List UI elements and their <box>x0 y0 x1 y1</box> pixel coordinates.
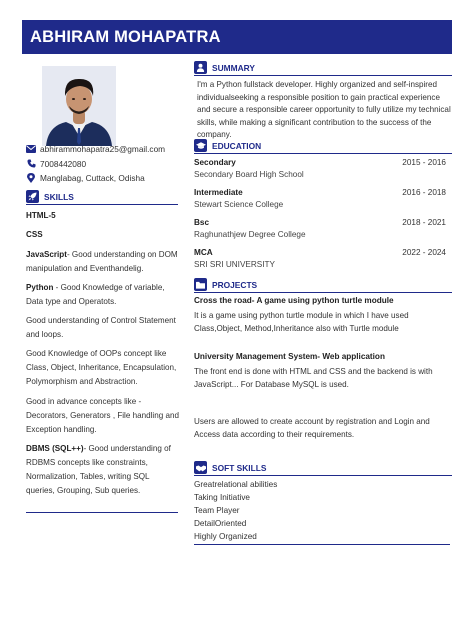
header-bar <box>22 20 452 54</box>
contact-phone[interactable]: 7008442080 <box>40 158 87 169</box>
contact-email-row[interactable] <box>26 142 182 156</box>
right-column-divider <box>194 544 450 545</box>
skill-item <box>26 209 180 223</box>
education-list <box>194 158 446 278</box>
phone-icon <box>26 159 36 169</box>
project-title: Cross the road- A game using python turtle module <box>194 296 394 305</box>
handshake-icon <box>194 461 207 474</box>
soft-skill-item: Highly Organized <box>194 532 257 541</box>
profile-photo-illustration <box>42 66 116 146</box>
education-school: SRI SRI UNIVERSITY <box>194 260 275 269</box>
contact-email[interactable]: abhirammohapatra25@gmail.com <box>40 144 166 154</box>
skill-item <box>26 395 180 437</box>
skill-item <box>26 314 180 342</box>
skill-item <box>26 248 180 276</box>
education-school: Secondary Board High School <box>194 170 304 179</box>
soft-skills-title: SOFT SKILLS <box>212 462 267 473</box>
soft-skill-item: Taking Initiative <box>194 493 250 502</box>
skills-title: SKILLS <box>44 191 74 202</box>
person-icon <box>194 61 207 74</box>
education-school: Raghunathjew Degree College <box>194 230 306 239</box>
envelope-icon <box>26 144 36 154</box>
skills-section-header <box>26 189 178 205</box>
soft-skill-item: DetailOriented <box>194 519 247 528</box>
contact-location: Manglabag, Cuttack, Odisha <box>40 173 145 183</box>
soft-skills-section-header <box>194 460 452 476</box>
profile-photo <box>42 66 116 146</box>
skill-description: - Good understanding of RDBMS concepts like constraints, Normalization, Tables, writing SQL queries, Grouping, Sub queries. <box>26 444 171 496</box>
summary-section-header <box>194 60 452 76</box>
soft-skill-item: Greatrelational abilities <box>194 480 278 489</box>
skill-item <box>26 228 180 242</box>
skill-description: Good understanding of Control Statement and loops. <box>26 316 176 340</box>
skill-name: HTML-5 <box>26 211 56 220</box>
project-title: University Management System- Web application <box>194 352 385 361</box>
education-degree: Secondary <box>194 158 236 167</box>
education-degree: Intermediate <box>194 188 243 197</box>
project-description: It is a game using python turtle module in which I have used Class,Object, Method,Inheritance also with Turtle module <box>194 311 409 333</box>
skill-name: CSS <box>26 230 43 240</box>
contact-phone-row[interactable] <box>26 157 182 171</box>
summary-title: SUMMARY <box>212 62 255 73</box>
skill-description: - Good Knowledge of variable, Data type and Operatots. <box>26 282 165 306</box>
map-pin-icon <box>26 173 36 183</box>
skill-description: - Good understanding on DOM manipulation and Eventhandelig. <box>26 249 178 273</box>
skill-item <box>26 281 180 309</box>
skill-description: Good Knowledge of OOPs concept like Class, Object, Inheritance, Encapsulation, Polymorphism and Abstraction. <box>26 349 177 387</box>
left-column-divider <box>26 512 178 513</box>
project-description: The front end is done with HTML and CSS and the backend is with JavaScript... For Database MySQL is used. <box>194 367 433 389</box>
skill-item <box>26 442 180 498</box>
soft-skill-item: Team Player <box>194 506 240 515</box>
education-item <box>194 188 446 218</box>
education-title: EDUCATION <box>212 140 262 151</box>
education-years: 2016 - 2018 <box>402 188 446 197</box>
skills-list <box>26 209 180 503</box>
summary-text: I'm a Python fullstack developer. Highly organized and self-inspired individualseeking a responsible position to gain practical experience and secure a responsible career opportunity to fully utilize my technical skills, while making a significant contribution to the success of the company. <box>197 80 451 139</box>
education-section-header <box>194 138 452 154</box>
skill-name: JavaScript <box>26 249 67 259</box>
education-school: Stewart Science College <box>194 200 284 209</box>
education-degree: Bsc <box>194 218 210 227</box>
education-years: 2022 - 2024 <box>402 248 446 257</box>
education-item <box>194 248 446 278</box>
projects-title: PROJECTS <box>212 279 258 290</box>
graduation-cap-icon <box>194 139 207 152</box>
projects-section-header <box>194 277 452 293</box>
candidate-name: ABHIRAM MOHAPATRA <box>30 28 221 46</box>
contact-block <box>26 142 182 186</box>
education-years: 2018 - 2021 <box>402 218 446 227</box>
project-description-extra: Users are allowed to create account by registration and Login and Access data according to their requirements. <box>194 417 430 439</box>
skill-name: DBMS (SQL++) <box>26 444 84 454</box>
skill-name: Python <box>26 282 54 292</box>
education-degree: MCA <box>194 248 213 257</box>
contact-location-row <box>26 171 182 185</box>
rocket-icon <box>26 190 39 203</box>
education-item <box>194 218 446 248</box>
education-years: 2015 - 2016 <box>402 158 446 167</box>
skill-item <box>26 347 180 389</box>
skill-description: Good in advance concepts like - Decorators, Generators , File handling and Exception handling. <box>26 396 179 434</box>
education-item <box>194 158 446 188</box>
soft-skills-list <box>194 478 394 543</box>
folder-icon <box>194 278 207 291</box>
